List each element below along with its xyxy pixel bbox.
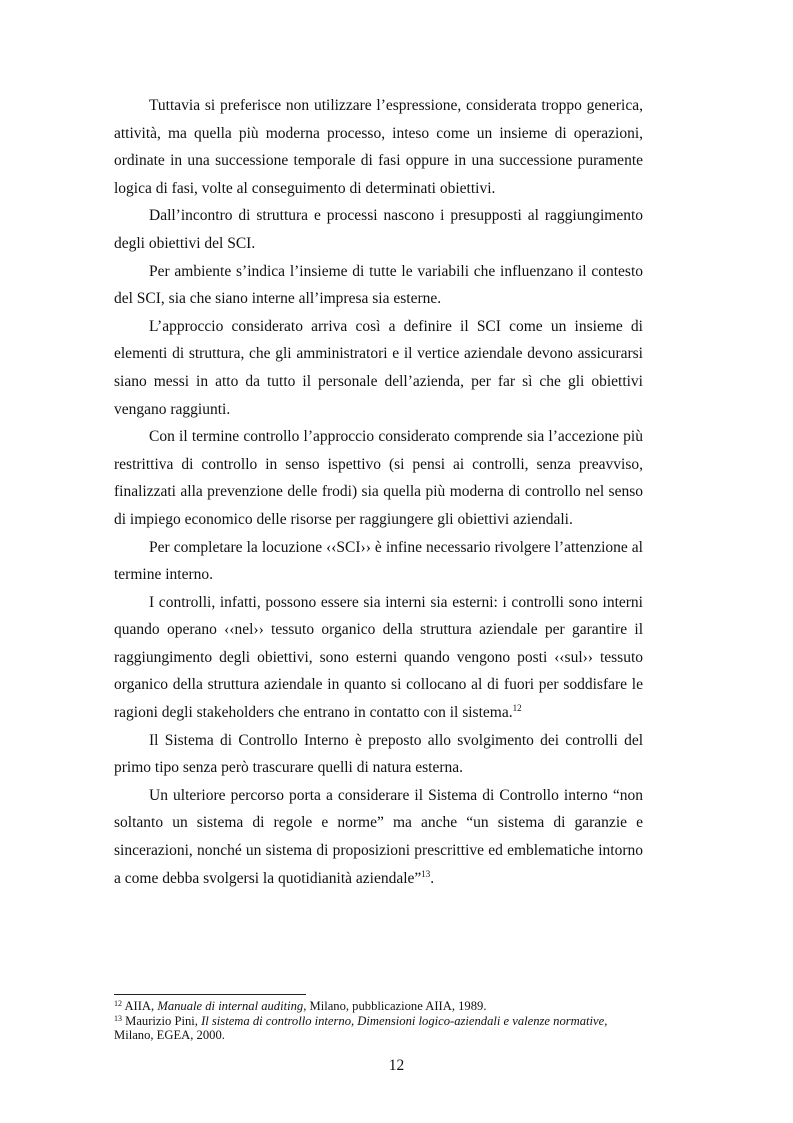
footnote-ref-13[interactable]: 13 (421, 868, 431, 879)
footnote-title: Il sistema di controllo interno, Dimensioni logico-aziendali e valenze normative (201, 1013, 605, 1028)
paragraph-text: I controlli, infatti, possono essere sia interni sia esterni: i controlli sono interni quando operano ‹‹nel›› tessuto organico della struttura aziendale per garantire il raggiungimento degli obiettivi, sono esterni quando vengono posti ‹‹sul›› tessuto organico della struttura aziendale in quanto si collocano al di fuori per soddisfare le ragioni degli stakeholders che entrano in contatto con il sistema. (114, 593, 643, 722)
paragraph: Tuttavia si preferisce non utilizzare l’espressione, considerata troppo generica, attività, ma quella più moderna processo, inteso come un insieme di operazioni, ordinate in una successione temporale di fasi oppure in una successione puramente logica di fasi, volte al conseguimento di determinati obiettivi. (114, 97, 643, 197)
footnote-separator (114, 994, 306, 995)
paragraph: Per completare la locuzione ‹‹SCI›› è infine necessario rivolgere l’attenzione al termine interno. (114, 538, 643, 584)
footnotes (114, 999, 643, 1043)
footnote-title: Manuale di internal auditing (157, 999, 304, 1013)
paragraph: Il Sistema di Controllo Interno è preposto allo svolgimento dei controlli del primo tipo senza però trascurare quelli di natura esterna. (114, 731, 643, 777)
footnote-12 (114, 999, 643, 1014)
paragraph: Con il termine controllo l’approccio considerato comprende sia l’accezione più restrittiva di controllo in senso ispettivo (si pensi ai controlli, senza preavviso, finalizzati alla prevenzione delle frodi) sia quella più moderna di controllo nel senso di impiego economico delle risorse per raggiungere gli obiettivi aziendali. (114, 428, 643, 528)
footnote-ref-12[interactable]: 12 (512, 703, 522, 714)
body-text (114, 92, 643, 892)
paragraph: Dall’incontro di struttura e processi nascono i presupposti al raggiungimento degli obiettivi del SCI. (114, 207, 643, 252)
paragraph (114, 782, 643, 892)
footnote-mark: 13 (114, 1013, 122, 1023)
page-number: 12 (388, 1057, 405, 1074)
paragraph (114, 589, 643, 727)
paragraph: L’approccio considerato arriva così a definire il SCI come un insieme di elementi di struttura, che gli amministratori e il vertice aziendale devono assicurarsi siano messi in atto da tutto il personale dell’azienda, per far sì che gli obiettivi vengano raggiunti. (114, 317, 643, 418)
paragraph-text: Un ulteriore percorso porta a considerare il Sistema di Controllo interno “non soltanto un sistema di regole e norme” ma anche “un sistema di garanzie e sincerazioni, nonché un sistema di proposizioni prescrittive ed emblematiche intorno a come debba svolgersi la quotidianità aziendale” (114, 786, 643, 887)
footnote-13 (114, 1014, 643, 1043)
footnote-lead: Maurizio Pini, (122, 1013, 202, 1028)
footnote-tail: , Milano, EGEA, 2000. (114, 1013, 608, 1043)
footnote-tail: , Milano, pubblicazione AIIA, 1989. (303, 999, 487, 1013)
paragraph: Per ambiente s’indica l’insieme di tutte le variabili che influenzano il contesto del SCI, sia che siano interne all’impresa sia esterne. (114, 262, 643, 308)
footnote-mark: 12 (114, 999, 122, 1008)
footnote-lead: AIIA, (122, 999, 158, 1013)
sentence-end: . (430, 869, 435, 887)
